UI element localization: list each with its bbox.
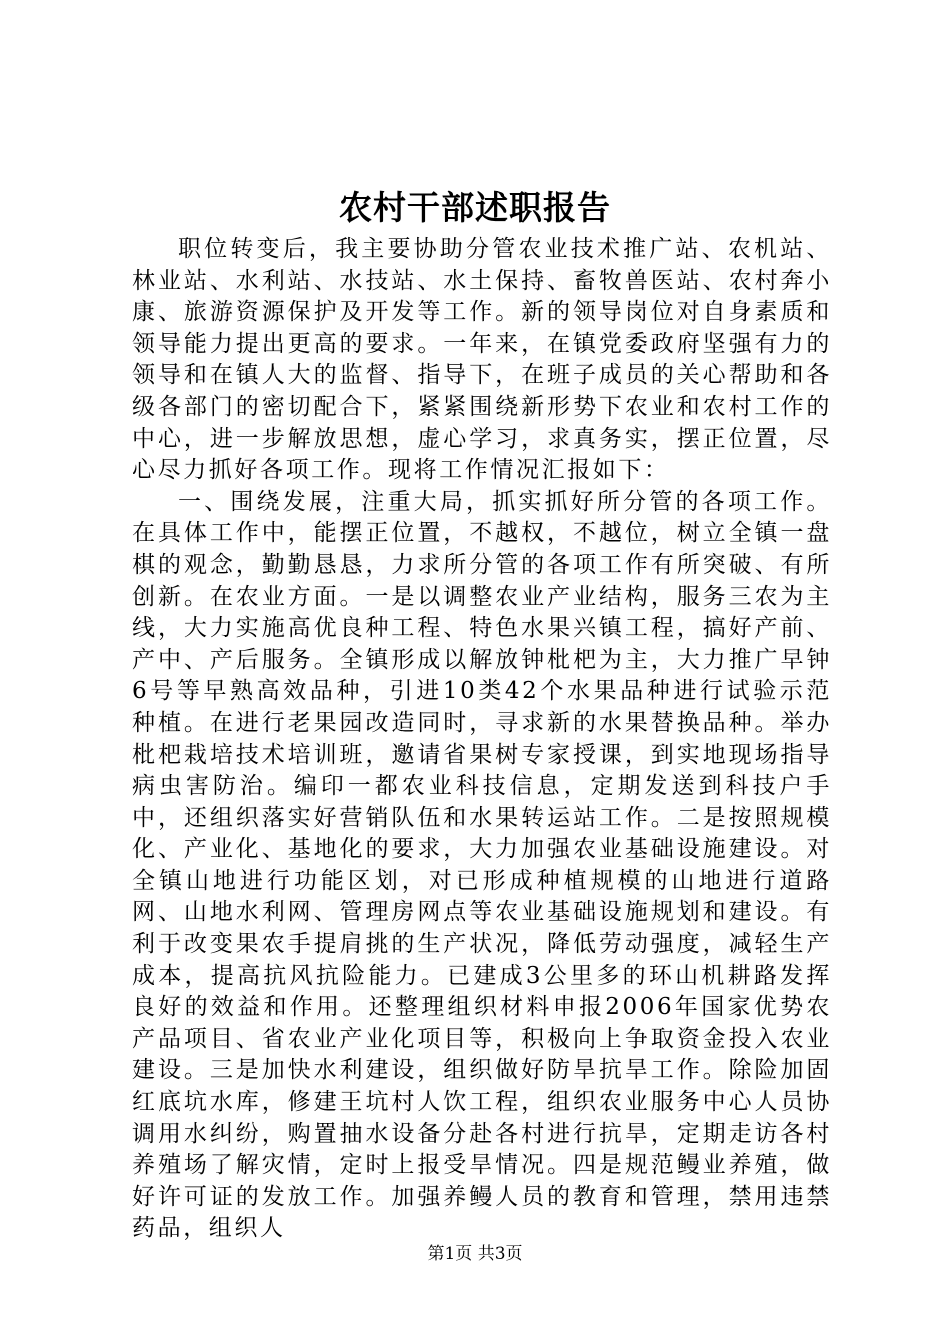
page-footer: 第1页 共3页 xyxy=(427,1244,523,1264)
paragraph-section-one: 一、围绕发展，注重大局，抓实抓好所分管的各项工作。在具体工作中，能摆正位置，不越权，不越位，树立全镇一盘棋的观念，勤勤恳恳，力求所分管的各项工作有所突破、有所创新。在农业方面。一是以调整农业产业结构，服务三农为主线，大力实施高优良种工程、特色水果兴镇工程，搞好产前、产中、产后服务。全镇形成以解放钟枇杷为主，大力推广早钟6号等早熟高效品种，引进10类42个水果品种进行试验示范种植。在进行老果园改造同时，寻求新的水果替换品种。举办枇杷栽培技术培训班，邀请省果树专家授课，到实地现场指导病虫害防治。编印一都农业科技信息，定期发送到科技户手中，还组织落实好营销队伍和水果转运站工作。二是按照规模化、产业化、基地化的要求，大力加强农业基础设施建设。对全镇山地进行功能区划，对已形成种植规模的山地进行道路网、山地水利网、管理房网点等农业基础设施规划和建设。有利于改变果农手提肩挑的生产状况，降低劳动强度，减轻生产成本，提高抗风抗险能力。已建成3公里多的环山机耕路发挥良好的效益和作用。还整理组织材料申报2006年国家优势农产品项目、省农业产业化项目等，积极向上争取资金投入农业建设。三是加快水利建设，组织做好防旱抗旱工作。除险加固红底坑水库，修建王坑村人饮工程，组织农业服务中心人员协调用水纠纷，购置抽水设备分赴各村进行抗旱，定期走访各村养殖场了解灾情，定时上报受旱情况。四是规范鳗业养殖，做好许可证的发放工作。加强养鳗人员的教育和管理，禁用违禁药品，组织人 xyxy=(132,488,832,1242)
paragraph-intro: 职位转变后，我主要协助分管农业技术推广站、农机站、林业站、水利站、水技站、水土保持、畜牧兽医站、农村奔小康、旅游资源保护及开发等工作。新的领导岗位对自身素质和领导能力提出更高的要求。一年来，在镇党委政府坚强有力的领导和在镇人大的监督、指导下，在班子成员的关心帮助和各级各部门的密切配合下，紧紧围绕新形势下农业和农村工作的中心，进一步解放思想，虚心学习，求真务实，摆正位置，尽心尽力抓好各项工作。现将工作情况汇报如下： xyxy=(132,236,832,484)
document-body xyxy=(132,234,832,1245)
document-title: 农村干部述职报告 xyxy=(339,188,611,227)
